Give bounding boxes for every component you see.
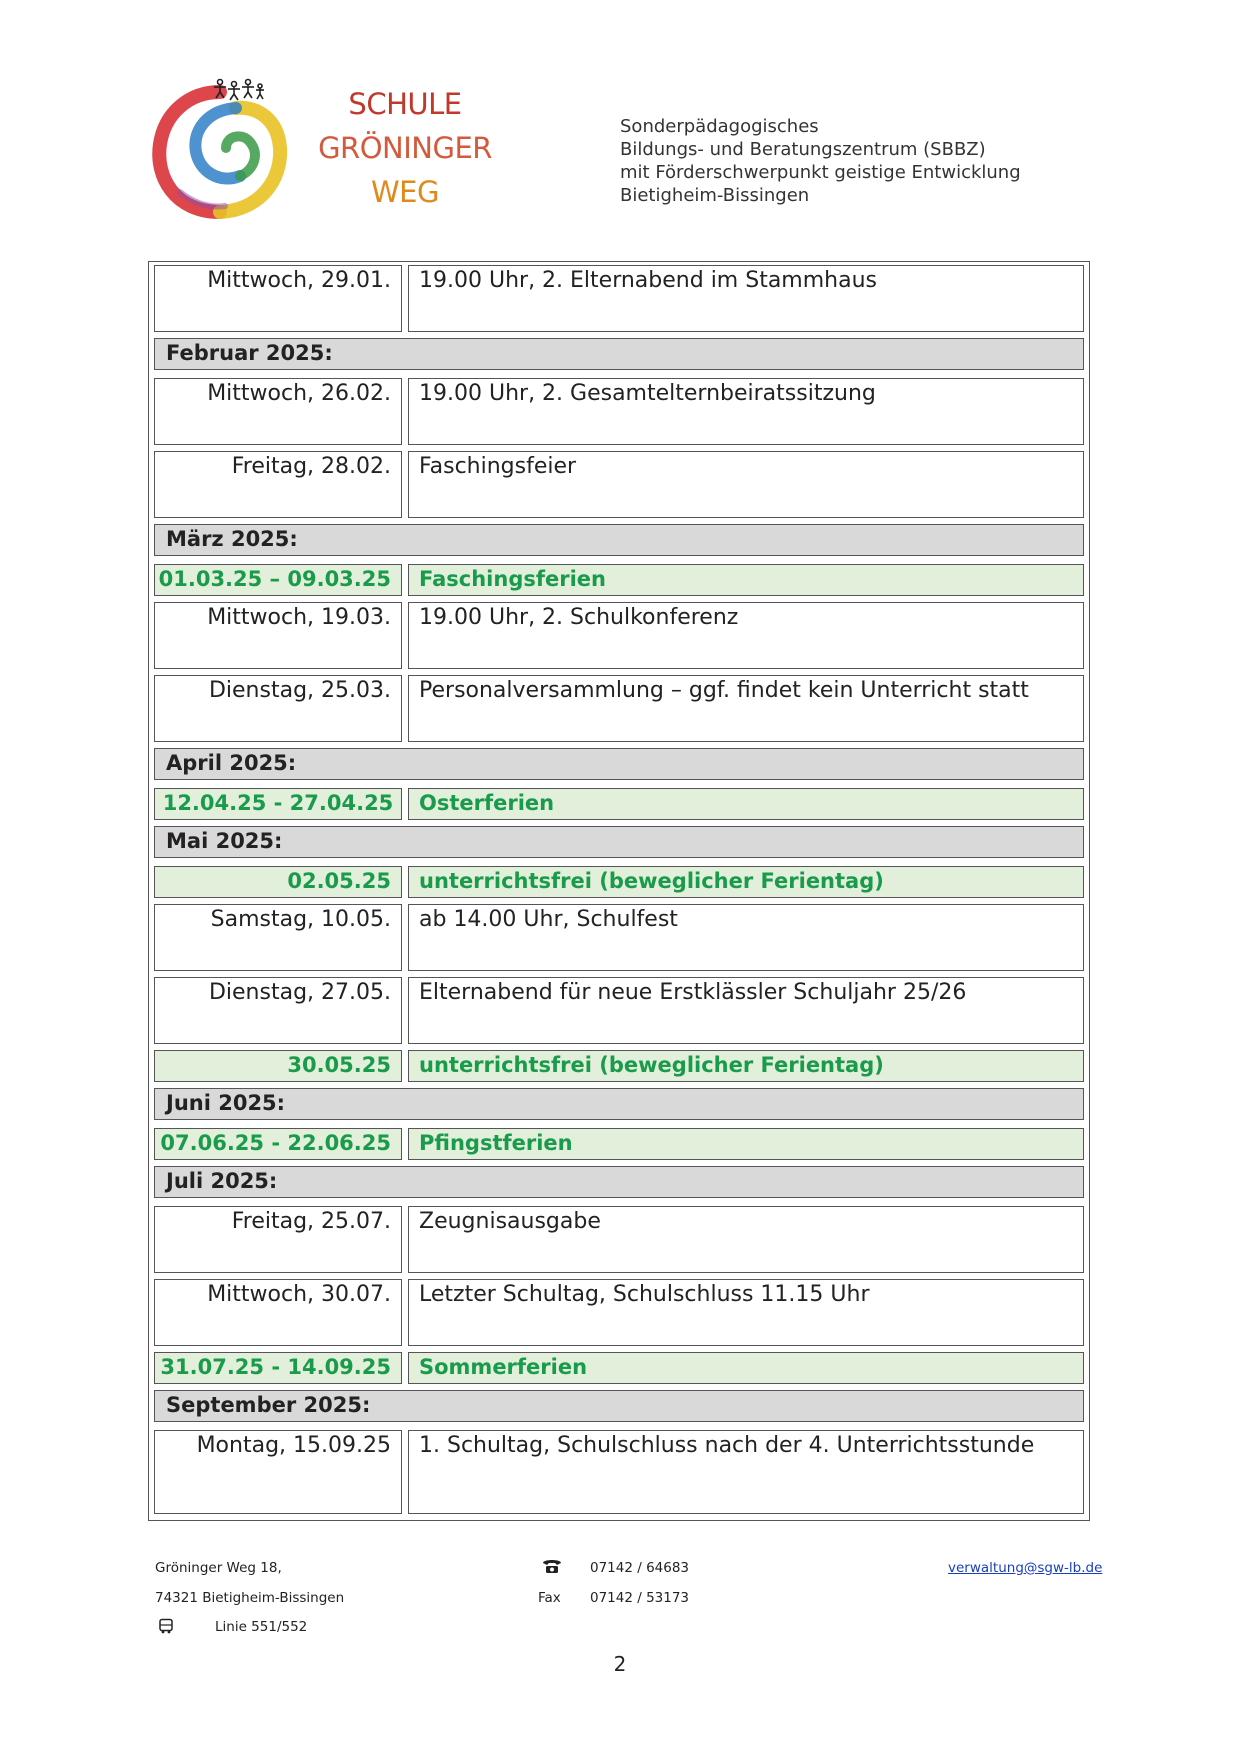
event-text: 19.00 Uhr, 2. Gesamtelternbeiratssitzung [408,378,1084,445]
footer-fax: 07142 / 53173 [590,1590,690,1606]
holiday-date: 07.06.25 - 22.06.25 [154,1128,402,1160]
holiday-row [154,788,1084,820]
description-line: Bietigheim-Bissingen [620,185,810,206]
event-row [154,265,1084,332]
holiday-date: 02.05.25 [154,866,402,898]
event-row [154,675,1084,742]
event-date: Montag, 15.09.25 [154,1430,402,1514]
event-text: Elternabend für neue Erstklässler Schuljahr 25/26 [408,977,1084,1044]
event-text: 19.00 Uhr, 2. Elternabend im Stammhaus [408,265,1084,332]
school-name-line: WEG [371,175,439,209]
phone-icon [541,1557,563,1575]
event-text: ab 14.00 Uhr, Schulfest [408,904,1084,971]
holiday-date: 12.04.25 - 27.04.25 [154,788,402,820]
holiday-row [154,866,1084,898]
event-date: Freitag, 28.02. [154,451,402,518]
footer-street: Gröninger Weg 18, [155,1560,282,1576]
event-text: Faschingsfeier [408,451,1084,518]
footer-city: 74321 Bietigheim-Bissingen [155,1590,345,1606]
description-line: Sonderpädagogisches [620,116,819,137]
event-row [154,1430,1084,1514]
event-date: Samstag, 10.05. [154,904,402,971]
month-header: März 2025: [154,524,1084,556]
holiday-text: Osterferien [408,788,1084,820]
description-line: Bildungs- und Beratungszentrum (SBBZ) [620,139,986,160]
holiday-text: Pfingstferien [408,1128,1084,1160]
month-header: April 2025: [154,748,1084,780]
event-text: Zeugnisausgabe [408,1206,1084,1273]
event-date: Mittwoch, 26.02. [154,378,402,445]
event-date: Dienstag, 27.05. [154,977,402,1044]
holiday-date: 31.07.25 - 14.09.25 [154,1352,402,1384]
holiday-date: 30.05.25 [154,1050,402,1082]
event-row [154,451,1084,518]
holiday-row [154,1352,1084,1384]
school-name-line: GRÖNINGER [318,131,492,165]
bus-icon [158,1618,174,1634]
footer-email-wrapper [948,1560,1102,1576]
month-header: Juli 2025: [154,1166,1084,1198]
school-name-line: SCHULE [348,87,462,121]
event-text: 1. Schultag, Schulschluss nach der 4. Unterrichtsstunde [408,1430,1084,1514]
school-name [310,82,500,214]
event-date: Freitag, 25.07. [154,1206,402,1273]
event-text: Personalversammlung – ggf. findet kein Unterricht statt [408,675,1084,742]
description-line: mit Förderschwerpunkt geistige Entwicklung [620,162,1021,183]
event-date: Mittwoch, 29.01. [154,265,402,332]
month-header: Mai 2025: [154,826,1084,858]
event-row [154,977,1084,1044]
event-row [154,378,1084,445]
event-text: 19.00 Uhr, 2. Schulkonferenz [408,602,1084,669]
holiday-text: Faschingsferien [408,564,1084,596]
footer-email-link[interactable]: verwaltung@sgw-lb.de [948,1560,1103,1576]
holiday-date: 01.03.25 – 09.03.25 [154,564,402,596]
holiday-row [154,1128,1084,1160]
event-row [154,1279,1084,1346]
event-text: Letzter Schultag, Schulschluss 11.15 Uhr [408,1279,1084,1346]
school-description [620,115,1021,207]
event-row [154,904,1084,971]
holiday-text: unterrichtsfrei (beweglicher Ferientag) [408,866,1084,898]
month-header: Juni 2025: [154,1088,1084,1120]
holiday-row [154,564,1084,596]
page-number: 2 [613,1652,627,1676]
footer-phone: 07142 / 64683 [590,1560,690,1576]
holiday-text: Sommerferien [408,1352,1084,1384]
month-header: Februar 2025: [154,338,1084,370]
holiday-text: unterrichtsfrei (beweglicher Ferientag) [408,1050,1084,1082]
month-header: September 2025: [154,1390,1084,1422]
event-date: Mittwoch, 30.07. [154,1279,402,1346]
event-row [154,602,1084,669]
event-date: Dienstag, 25.03. [154,675,402,742]
event-date: Mittwoch, 19.03. [154,602,402,669]
event-row [154,1206,1084,1273]
footer-bus-line: Linie 551/552 [215,1619,308,1635]
footer-fax-label: Fax [538,1590,561,1606]
holiday-row [154,1050,1084,1082]
school-logo [150,72,290,220]
